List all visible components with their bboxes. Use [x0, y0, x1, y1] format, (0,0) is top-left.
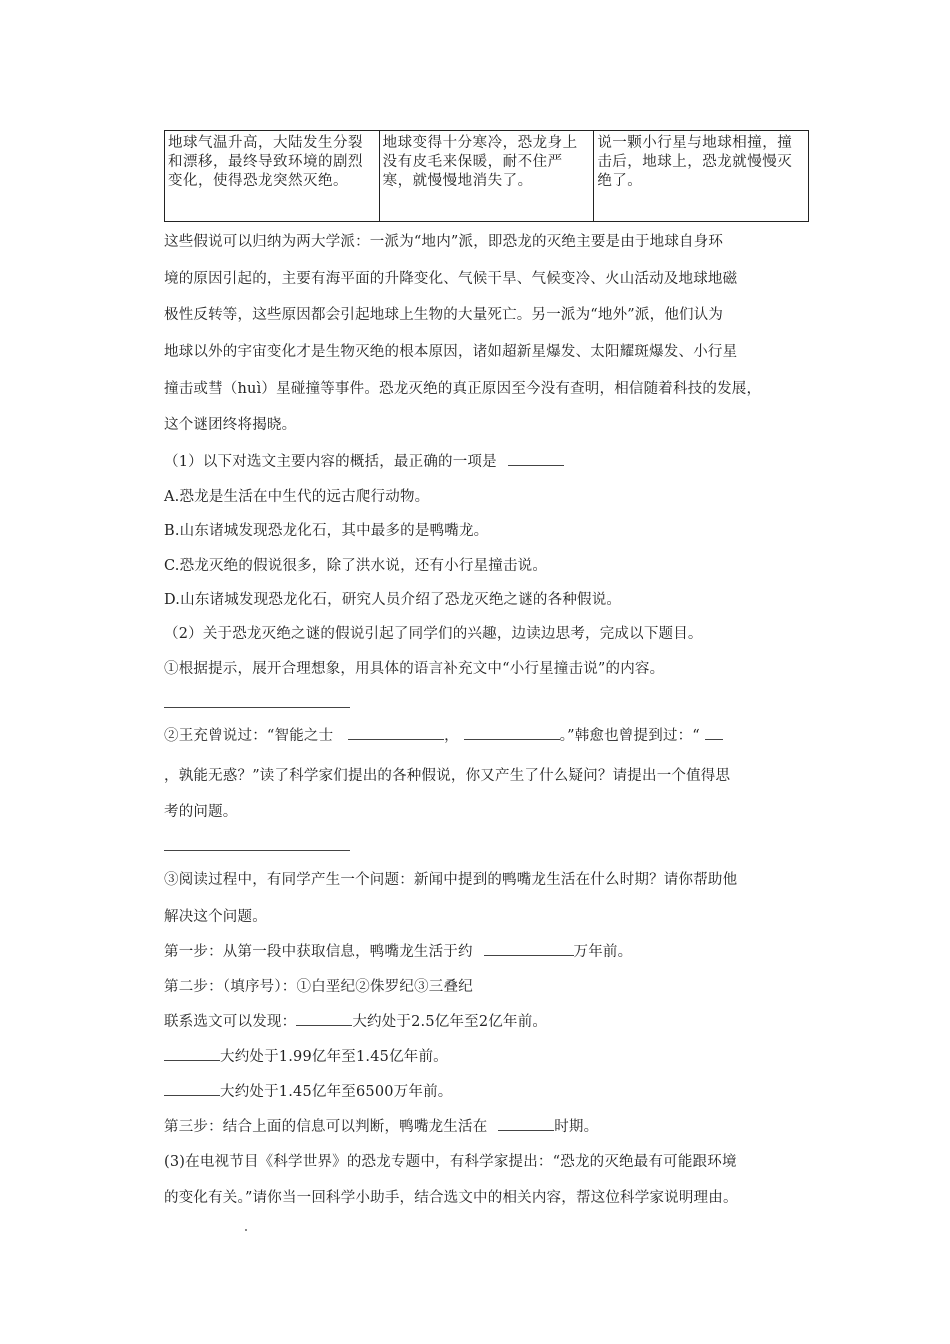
step-1-text: 第一步：从第一段中获取信息，鸭嘴龙生活于约	[164, 944, 473, 960]
table-cell-hypothesis-2: 地球变得十分寒冷，恐龙身上没有皮毛来保暖，耐不住严寒，就慢慢地消失了。	[379, 131, 594, 222]
option-d: D.山东诸城发现恐龙化石，研究人员介绍了恐龙灭绝之谜的各种假说。	[164, 592, 622, 608]
step-2-jurassic	[164, 1045, 448, 1066]
step-2-cretaceous	[164, 1080, 453, 1101]
step-2-prefix: 联系选文可以发现：	[164, 1014, 297, 1030]
answer-blank[interactable]	[508, 451, 564, 466]
table-cell-hypothesis-3: 说一颗小行星与地球相撞，撞击后，地球上，恐龙就慢慢灭绝了。	[594, 131, 809, 222]
passage-line: 撞击或彗（huì）星碰撞等事件。恐龙灭绝的真正原因至今没有查明，相信随着科技的发展，	[164, 381, 762, 397]
option-c: C.恐龙灭绝的假说很多，除了洪水说，还有小行星撞击说。	[164, 558, 548, 574]
stray-dot	[245, 1229, 247, 1231]
answer-blank[interactable]	[498, 1116, 554, 1131]
step-3-text: 第三步：结合上面的信息可以判断，鸭嘴龙生活在	[164, 1119, 488, 1135]
step-2-triassic	[164, 1010, 547, 1031]
question-3-line1: (3)在电视节目《科学世界》的恐龙专题中，有科学家提出：“恐龙的灭绝最有可能跟环境	[164, 1154, 737, 1170]
step-1	[164, 940, 632, 961]
question-2-sub2-line2: ，孰能无惑？”读了科学家们提出的各种假说，你又产生了什么疑问？请提出一个值得思	[164, 768, 731, 784]
period-range: 大约处于1.99亿年至1.45亿年前。	[220, 1049, 448, 1065]
passage-line: 极性反转等，这些原因都会引起地球上生物的大量死亡。另一派为“地外”派，他们认为	[164, 307, 724, 323]
question-1-stem	[164, 450, 564, 471]
question-2-sub2-line3: 考的问题。	[164, 804, 238, 820]
step-1-suffix: 万年前。	[573, 944, 633, 960]
hypothesis-table	[164, 130, 809, 222]
answer-line[interactable]	[164, 707, 350, 708]
option-b: B.山东诸城发现恐龙化石，其中最多的是鸭嘴龙。	[164, 523, 489, 539]
question-2-sub3-line2: 解决这个问题。	[164, 909, 267, 925]
answer-blank[interactable]	[164, 1081, 220, 1096]
question-2-sub2	[164, 724, 723, 745]
step-3-suffix: 时期。	[554, 1119, 599, 1135]
question-2-sub3-line1: ③阅读过程中，有同学产生一个问题：新闻中提到的鸭嘴龙生活在什么时期？请你帮助他	[164, 872, 738, 888]
comma: ，	[444, 728, 459, 744]
passage-line: 这些假说可以归纳为两大学派：一派为“地内”派，即恐龙的灭绝主要是由于地球自身环	[164, 234, 724, 250]
question-2-stem: （2）关于恐龙灭绝之谜的假说引起了同学们的兴趣，边读边思考，完成以下题目。	[164, 626, 703, 642]
quote-text: 。”韩愈也曾提到过：“	[559, 728, 700, 744]
answer-line[interactable]	[164, 850, 350, 851]
step-2: 第二步：（填序号）：①白垩纪②侏罗纪③三叠纪	[164, 979, 473, 995]
option-a: A.恐龙是生活在中生代的远古爬行动物。	[164, 489, 430, 505]
question-3-line2: 的变化有关。”请你当一回科学小助手，结合选文中的相关内容，帮这位科学家说明理由。	[164, 1190, 738, 1206]
answer-blank[interactable]	[348, 725, 444, 740]
passage-line: 这个谜团终将揭晓。	[164, 417, 297, 433]
period-range: 大约处于1.45亿年至6500万年前。	[220, 1084, 453, 1100]
answer-blank[interactable]	[705, 725, 723, 740]
passage-line: 境的原因引起的，主要有海平面的升降变化、气候干旱、气候变冷、火山活动及地球地磁	[164, 271, 738, 287]
quote-text: ②王充曾说过：“智能之士	[164, 728, 334, 744]
table-cell-hypothesis-1: 地球气温升高，大陆发生分裂和漂移，最终导致环境的剧烈变化，使得恐龙突然灭绝。	[165, 131, 380, 222]
step-3	[164, 1115, 598, 1136]
question-1-text: （1）以下对选文主要内容的概括，最正确的一项是	[164, 454, 497, 470]
answer-blank[interactable]	[464, 725, 560, 740]
answer-blank[interactable]	[484, 941, 574, 956]
passage-line: 地球以外的宇宙变化才是生物灭绝的根本原因，诸如超新星爆发、太阳耀斑爆发、小行星	[164, 344, 738, 360]
period-range: 大约处于2.5亿年至2亿年前。	[352, 1014, 548, 1030]
answer-blank[interactable]	[164, 1046, 220, 1061]
question-2-sub1: ①根据提示，展开合理想象，用具体的语言补充文中“小行星撞击说”的内容。	[164, 661, 665, 677]
answer-blank[interactable]	[296, 1011, 352, 1026]
